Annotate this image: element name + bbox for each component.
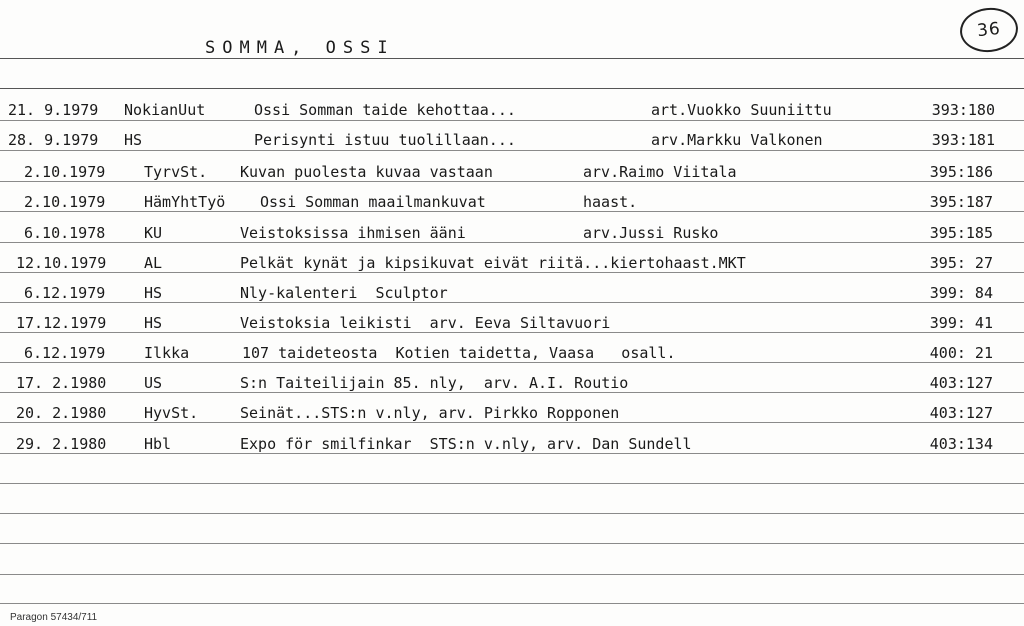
rule-line [0,543,1024,544]
entry-reference: 400: 21 [929,344,993,362]
entry-title: Veistoksissa ihmisen ääni [240,224,466,242]
entry-publication: Ilkka [144,344,190,362]
entry-row [0,157,1024,181]
entry-date: 20. 2.1980 [16,404,107,422]
entry-reference: 395:187 [929,193,993,211]
entry-row [0,125,1024,149]
entry-date: 6.10.1978 [24,224,106,242]
rule-line [0,603,1024,604]
entry-reference: 399: 41 [929,314,993,332]
card-footer: Paragon 57434/711 [10,612,98,623]
entry-author: arv.Raimo Viitala [583,163,737,181]
entry-author: arv.Markku Valkonen [651,131,823,149]
rule-line [0,574,1024,575]
rule-line [0,302,1024,303]
entry-date: 2.10.1979 [24,193,106,211]
rule-line [0,513,1024,514]
entry-date: 2.10.1979 [24,163,106,181]
entry-reference: 403:134 [929,435,993,453]
rule-line [0,242,1024,243]
entry-reference: 393:181 [931,131,995,149]
entry-date: 21. 9.1979 [8,101,99,119]
entry-row [0,278,1024,302]
rule-line [0,332,1024,333]
entry-title: Pelkät kynät ja kipsikuvat eivät riitä...kiertohaast.MKT [240,254,746,272]
entry-title: Kuvan puolesta kuvaa vastaan [240,163,493,181]
entry-title: Perisynti istuu tuolillaan... [254,131,516,149]
entry-reference: 399: 84 [929,284,993,302]
rule-line [0,272,1024,273]
rule-line [0,88,1024,89]
entry-title: Nly-kalenteri Sculptor [240,284,448,302]
entry-reference: 393:180 [931,101,995,119]
entry-reference: 395: 27 [929,254,993,272]
entry-publication: TyrvSt. [144,163,208,181]
entry-row [0,218,1024,242]
entry-title: Veistoksia leikisti arv. Eeva Siltavuori [240,314,611,332]
entry-publication: HS [124,131,143,149]
entry-date: 17.12.1979 [16,314,107,332]
entry-date: 29. 2.1980 [16,435,107,453]
entry-row [0,398,1024,422]
rule-line [0,362,1024,363]
entry-row [0,248,1024,272]
entry-publication: Hbl [144,435,172,453]
rule-line [0,211,1024,212]
entry-author: arv.Jussi Rusko [583,224,719,242]
entry-reference: 395:185 [929,224,993,242]
entry-title: Expo för smilfinkar STS:n v.nly, arv. Dan Sundell [240,435,692,453]
entry-publication: HämYhtTyö [144,193,226,211]
rule-line [0,422,1024,423]
entry-row [0,187,1024,211]
entry-row [0,368,1024,392]
entry-publication: AL [144,254,163,272]
card-number-badge: 36 [958,5,1020,55]
entry-date: 28. 9.1979 [8,131,99,149]
rule-line [0,58,1024,59]
entry-publication: KU [144,224,163,242]
rule-line [0,483,1024,484]
entry-publication: HyvSt. [144,404,199,422]
entry-row [0,429,1024,453]
rule-line [0,120,1024,121]
rule-line [0,392,1024,393]
entry-publication: HS [144,284,163,302]
entry-title: Seinät...STS:n v.nly, arv. Pirkko Ropponen [240,404,620,422]
entry-date: 6.12.1979 [24,284,106,302]
entry-row [0,95,1024,119]
entry-publication: NokianUut [124,101,206,119]
entry-reference: 395:186 [929,163,993,181]
entry-date: 6.12.1979 [24,344,106,362]
entry-author: art.Vuokko Suuniittu [651,101,832,119]
entry-title: S:n Taiteilijain 85. nly, arv. A.I. Routio [240,374,629,392]
rule-line [0,150,1024,151]
rule-line [0,181,1024,182]
entry-title: 107 taideteosta Kotien taidetta, Vaasa osall. [242,344,676,362]
entry-author: haast. [583,193,638,211]
entry-publication: US [144,374,163,392]
entry-reference: 403:127 [929,404,993,422]
entry-date: 12.10.1979 [16,254,107,272]
entry-title: Ossi Somman taide kehottaa... [254,101,516,119]
entry-row [0,308,1024,332]
entry-title: Ossi Somman maailmankuvat [260,193,486,211]
entry-reference: 403:127 [929,374,993,392]
entry-publication: HS [144,314,163,332]
entry-date: 17. 2.1980 [16,374,107,392]
entry-row [0,338,1024,362]
card-title: SOMMA, OSSI [205,38,395,58]
rule-line [0,453,1024,454]
